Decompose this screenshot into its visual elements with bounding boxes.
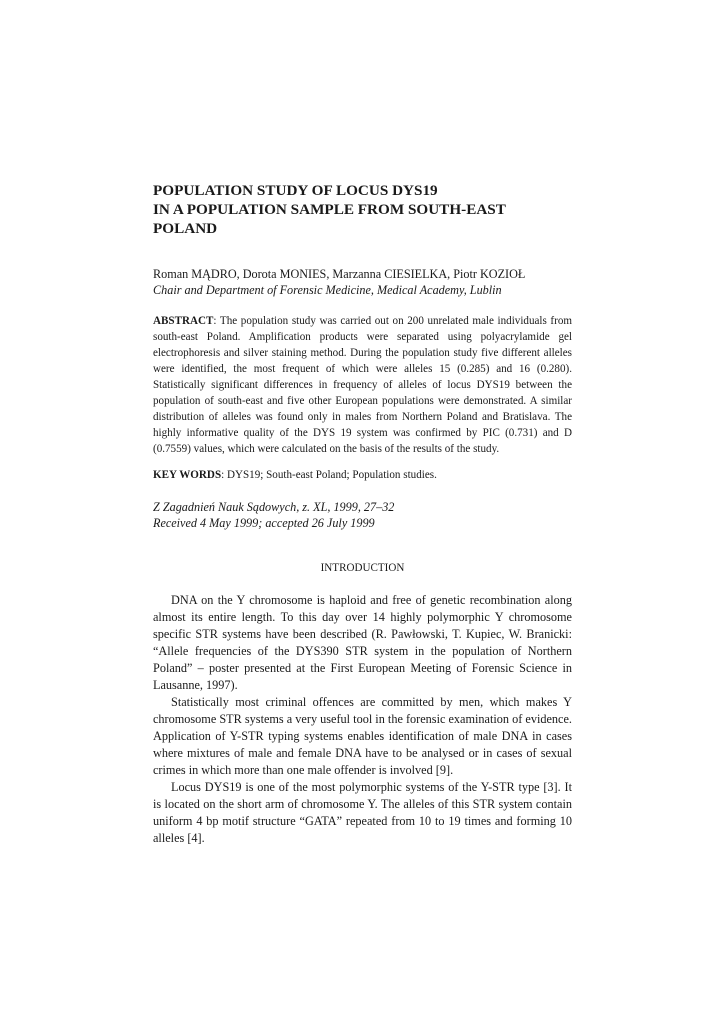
abstract-label: ABSTRACT bbox=[153, 315, 214, 327]
received-dates: Received 4 May 1999; accepted 26 July 1999 bbox=[153, 516, 375, 530]
title-line: IN A POPULATION SAMPLE FROM SOUTH-EAST bbox=[153, 201, 506, 218]
section-heading: INTRODUCTION bbox=[320, 562, 405, 574]
affiliation: Chair and Department of Forensic Medicine, Medical Academy, Lublin bbox=[153, 283, 502, 297]
article-title bbox=[153, 181, 572, 238]
title-line: POPULATION STUDY OF LOCUS DYS19 bbox=[153, 182, 438, 199]
title-line: POLAND bbox=[153, 220, 218, 237]
author-list: Roman MĄDRO, Dorota MONIES, Marzanna CIESIELKA, Piotr KOZIOŁ bbox=[153, 267, 526, 281]
keywords-label: KEY WORDS bbox=[153, 469, 222, 481]
paragraph: DNA on the Y chromosome is haploid and free of genetic recombination along almost its entire length. To this day over 14 highly polymorphic Y chromosome specific STR systems have been described (R. Pawłowski, T. Kupiec, W. Branicki: “Allele frequencies of the DYS390 STR system in the population of Northern Poland” – poster presented at the First European Meeting of Forensic Science in Lausanne, 1997). bbox=[153, 593, 572, 692]
paragraph: Locus DYS19 is one of the most polymorphic systems of the Y-STR type [3]. It is located on the short arm of chromosome Y. The alleles of this STR system contain uniform 4 bp motif structure “GATA” repeated from 10 to 19 times and forming 10 alleles [4]. bbox=[153, 780, 572, 845]
citation bbox=[153, 499, 572, 531]
journal-reference: Z Zagadnień Nauk Sądowych, z. XL, 1999, 27–32 bbox=[153, 500, 395, 514]
abstract bbox=[153, 313, 572, 457]
abstract-text: : The population study was carried out on 200 unrelated male individuals from south-east Poland. Amplification products were separated using polyacrylamide gel electrophoresis and silver staining method. During the population study five different alleles were identified, the most frequent of which were alleles 15 (0.285) and 16 (0.280). Statistically significant differences in frequency of alleles of locus DYS19 between the population of south-east and five other European populations were demonstrated. A similar distribution of alleles was found only in males from Northern Poland and Bratislava. The highly informative quality of the DYS 19 system was confirmed by PIC (0.731) and D (0.7559) values, which were calculated on the basis of the results of the study. bbox=[153, 315, 572, 455]
keywords-text: : DYS19; South-east Poland; Population studies. bbox=[221, 469, 437, 481]
body-text bbox=[153, 592, 572, 847]
paragraph: Statistically most criminal offences are committed by men, which makes Y chromosome STR systems a very useful tool in the forensic examination of evidence. Application of Y-STR typing systems enables identification of male DNA in cases where mixtures of male and female DNA have to be analysed or in cases of sexual crimes in which more than one male offender is involved [9]. bbox=[153, 695, 572, 777]
keywords bbox=[153, 467, 572, 483]
